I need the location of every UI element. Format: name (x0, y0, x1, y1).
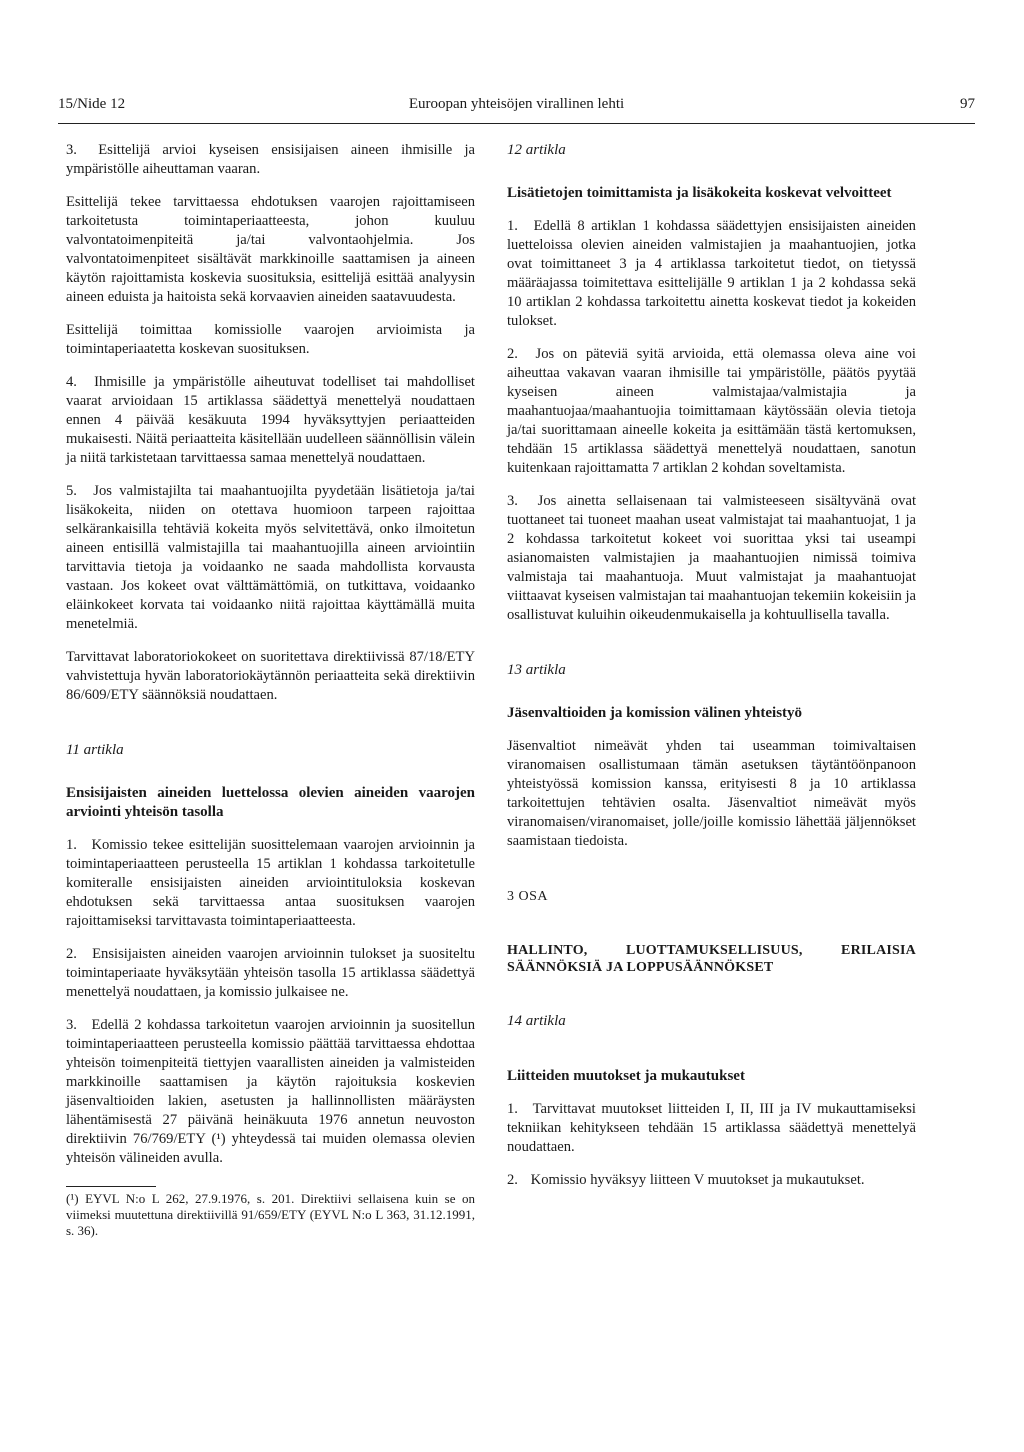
paragraph: 1. Edellä 8 artiklan 1 kohdassa säädettyjen ensisijaisten aineiden luetteloissa olevien aineiden valmistajien ja maahantuojien, jotka ovat toimittaneet 3 ja 4 artiklassa tarkoitetut tiedot, on tietyssä määräajassa toimitettava esittelijälle 9 artiklan 1 ja 2 kohdassa sekä 10 artiklan 2 kohdassa tarkoitettu ainetta koskevat tiedot ja kokeiden tulokset. (507, 218, 916, 329)
paragraph: 3. Jos ainetta sellaisenaan tai valmisteeseen sisältyvänä ovat tuottaneet tai tuoneet maahan useat valmistajat tai maahantuojat, 1 ja 2 kohdassa tarkoitetut kokeet voi suorittaa yksi tai useampi asianomaisten valmistajien ja maahantuojien nimissä toimiva valmistaja tai maahantuoja. Muut valmistajat ja maahantuojat viittaavat kyseisen valmistajan tai maahantuojan tekemiin kokeisiin ja osallistuvat kuluihin oikeudenmukaisella ja kohtuullisella tavalla. (507, 493, 916, 623)
paragraph: Jäsenvaltiot nimeävät yhden tai useamman toimivaltaisen viranomaisen osallistumaan tämän asetuksen täytäntöönpanoon yhteistyössä komission kanssa, erityisesti 8 ja 10 artiklassa tarkoitettujen tehtävien osalta. Jäsenvaltiot nimeävät myös viranomaisen/viranomaiset, jolle/joille komissio lähettää jäljennökset saamistaan tiedoista. (507, 738, 916, 849)
article-number: 14 artikla (507, 1013, 566, 1029)
left-column (66, 141, 475, 1239)
article-title: Liitteiden muutokset ja mukautukset (507, 1068, 745, 1084)
paragraph: Tarvittavat laboratoriokokeet on suoritettava direktiivissä 87/18/ETY vahvistettuja hyvän laboratoriokäytännön periaatteita sekä direktiivin 86/609/ETY säännöksiä noudattaen. (66, 649, 475, 703)
article-title: Jäsenvaltioiden ja komission välinen yhteistyö (507, 705, 803, 721)
article-number: 13 artikla (507, 662, 566, 678)
paragraph: 4. Ihmisille ja ympäristölle aiheutuvat todelliset tai mahdolliset vaarat arvioidaan 15 artiklassa säädettyä menettelyä noudattaen ennen 4 päivää kesäkuuta 1994 hyväksyttyjen periaatteiden mukaisesti. Näitä periaatteita käsitellään uudelleen säännöllisin välein ja niitä tarkistetaan tarvittaessa samaa menettelyä noudattaen. (66, 374, 475, 466)
footnote: (¹) EYVL N:o L 262, 27.9.1976, s. 201. Direktiivi sellaisena kuin se on viimeksi muutettuna direktiivillä 91/659/ETY (EYVL N:o L 363, 31.12.1991, s. 36). (66, 1191, 475, 1238)
journal-title: Euroopan yhteisöjen virallinen lehti (408, 96, 625, 112)
page-number: 97 (960, 96, 975, 112)
paragraph: 3. Esittelijä arvioi kyseisen ensisijaisen aineen ihmisille ja ympäristölle aiheuttaman vaaran. (66, 142, 475, 177)
volume-label: 15/Nide 12 (58, 96, 126, 112)
paragraph: 1. Komissio tekee esittelijän suosittelemaan vaarojen arvioinnin ja toimintaperiaatteen perusteella 15 artiklan 1 kohdassa tarkoitetulle komiteralle ensisijaisten aineiden arviointituloksia koskevan ehdotuksen sekä tarvittaessa antaa suosituksen vaarojen rajoittamiseksi tarvittavasta toimintaperiaatteesta. (66, 837, 475, 929)
paragraph: 2. Komissio hyväksyy liitteen V muutokset ja mukautukset. (507, 1172, 865, 1188)
paragraph: 1. Tarvittavat muutokset liitteiden I, II, III ja IV mukauttamiseksi tekniikan kehitykseen tehdään 15 artiklassa säädettyä menettelyä noudattaen. (507, 1101, 916, 1155)
paragraph: Esittelijä toimittaa komissiolle vaarojen arvioimista ja toimintaperiaatetta koskevan suosituksen. (66, 322, 475, 357)
paragraph: 2. Jos on päteviä syitä arvioida, että olemassa oleva aine voi aiheuttaa vakavan vaaran ihmisille tai ympäristölle, päätös pyytää kyseisen aineen valmistajaa/valmistajia ja maahantuojaa/maahantuojia toimittamaan käytössään olevia tietoja ja/tai suorittamaan aineelle kokeita ja esittämään tästä kertomuksen, tehdään 15 artiklassa säädettyä menettelyä noudattaen, sanotun kuitenkaan rajoittamatta 7 artiklan 2 kohdan soveltamista. (507, 346, 916, 476)
page-header (58, 96, 975, 118)
header-rule (58, 123, 975, 124)
paragraph: 3. Edellä 2 kohdassa tarkoitetun vaarojen arvioinnin ja suositellun toimintaperiaatteen perusteella komissio päättää tarvittaessa ehdottaa yhteisön toimenpiteitä tiettyjen vaarallisten aineiden ja valmisteiden markkinoille saattamisen ja käytön rajoituksia koskevien jäsenvaltioiden lakien, asetusten ja hallinnollisten määräysten lähentämisestä 27 päivänä heinäkuuta 1976 annetun neuvoston direktiivin 76/769/ETY (¹) yhteydessä tai muiden olemassa olevien yhteisön välineiden avulla. (66, 1017, 475, 1166)
paragraph: 2. Ensisijaisten aineiden vaarojen arvioinnin tulokset ja suositeltu toimintaperiaate hyväksytään yhteisön tasolla 15 artiklassa säädettyä menettelyä noudattaen, ja komissio julkaisee ne. (66, 946, 475, 1000)
paragraph: Esittelijä tekee tarvittaessa ehdotuksen vaarojen rajoittamiseen tarkoitetusta toimintaperiaatteesta, johon kuuluu valvontatoimenpiteitä ja/tai valvontaohjelmia. Jos valvontatoimenpiteet sisältävät markkinoille saattamisen ja aineen käytön rajoittamista koskevia suosituksia, esittelijä esittää analyysin aineen eduista ja haitoista sekä korvaavien aineiden saatavuudesta. (66, 194, 475, 305)
footnote-rule (66, 1186, 156, 1187)
right-column (507, 141, 916, 1190)
part-number: 3 OSA (507, 889, 549, 904)
article-number: 12 artikla (507, 142, 566, 158)
article-number: 11 artikla (66, 742, 124, 758)
part-title: HALLINTO, LUOTTAMUKSELLISUUS, ERILAISIA SÄÄNNÖKSIÄ JA LOPPUSÄÄNNÖKSET (507, 943, 916, 975)
paragraph: 5. Jos valmistajilta tai maahantuojilta pyydetään lisätietoja ja/tai lisäkokeita, niiden on otettava huomioon tarpeen rajoittaa selkärankaisilla tehtäviä kokeita myös selvitettävä, onko ilmoitetun aineen entisillä valmistajilla tai maahantuojilla aineen arviointiin tarvittavia tietoja ja voidaanko ne saada mahdollista korvausta vastaan. Jos kokeet ovat välttämättömiä, on tutkittava, voidaanko eläinkokeet korvata tai voidaanko niitä rajoittaa käyttämällä muita menetelmiä. (66, 483, 475, 632)
article-title: Lisätietojen toimittamista ja lisäkokeita koskevat velvoitteet (507, 185, 892, 201)
article-title: Ensisijaisten aineiden luettelossa olevien aineiden vaarojen arviointi yhteisön tasolla (66, 785, 475, 820)
